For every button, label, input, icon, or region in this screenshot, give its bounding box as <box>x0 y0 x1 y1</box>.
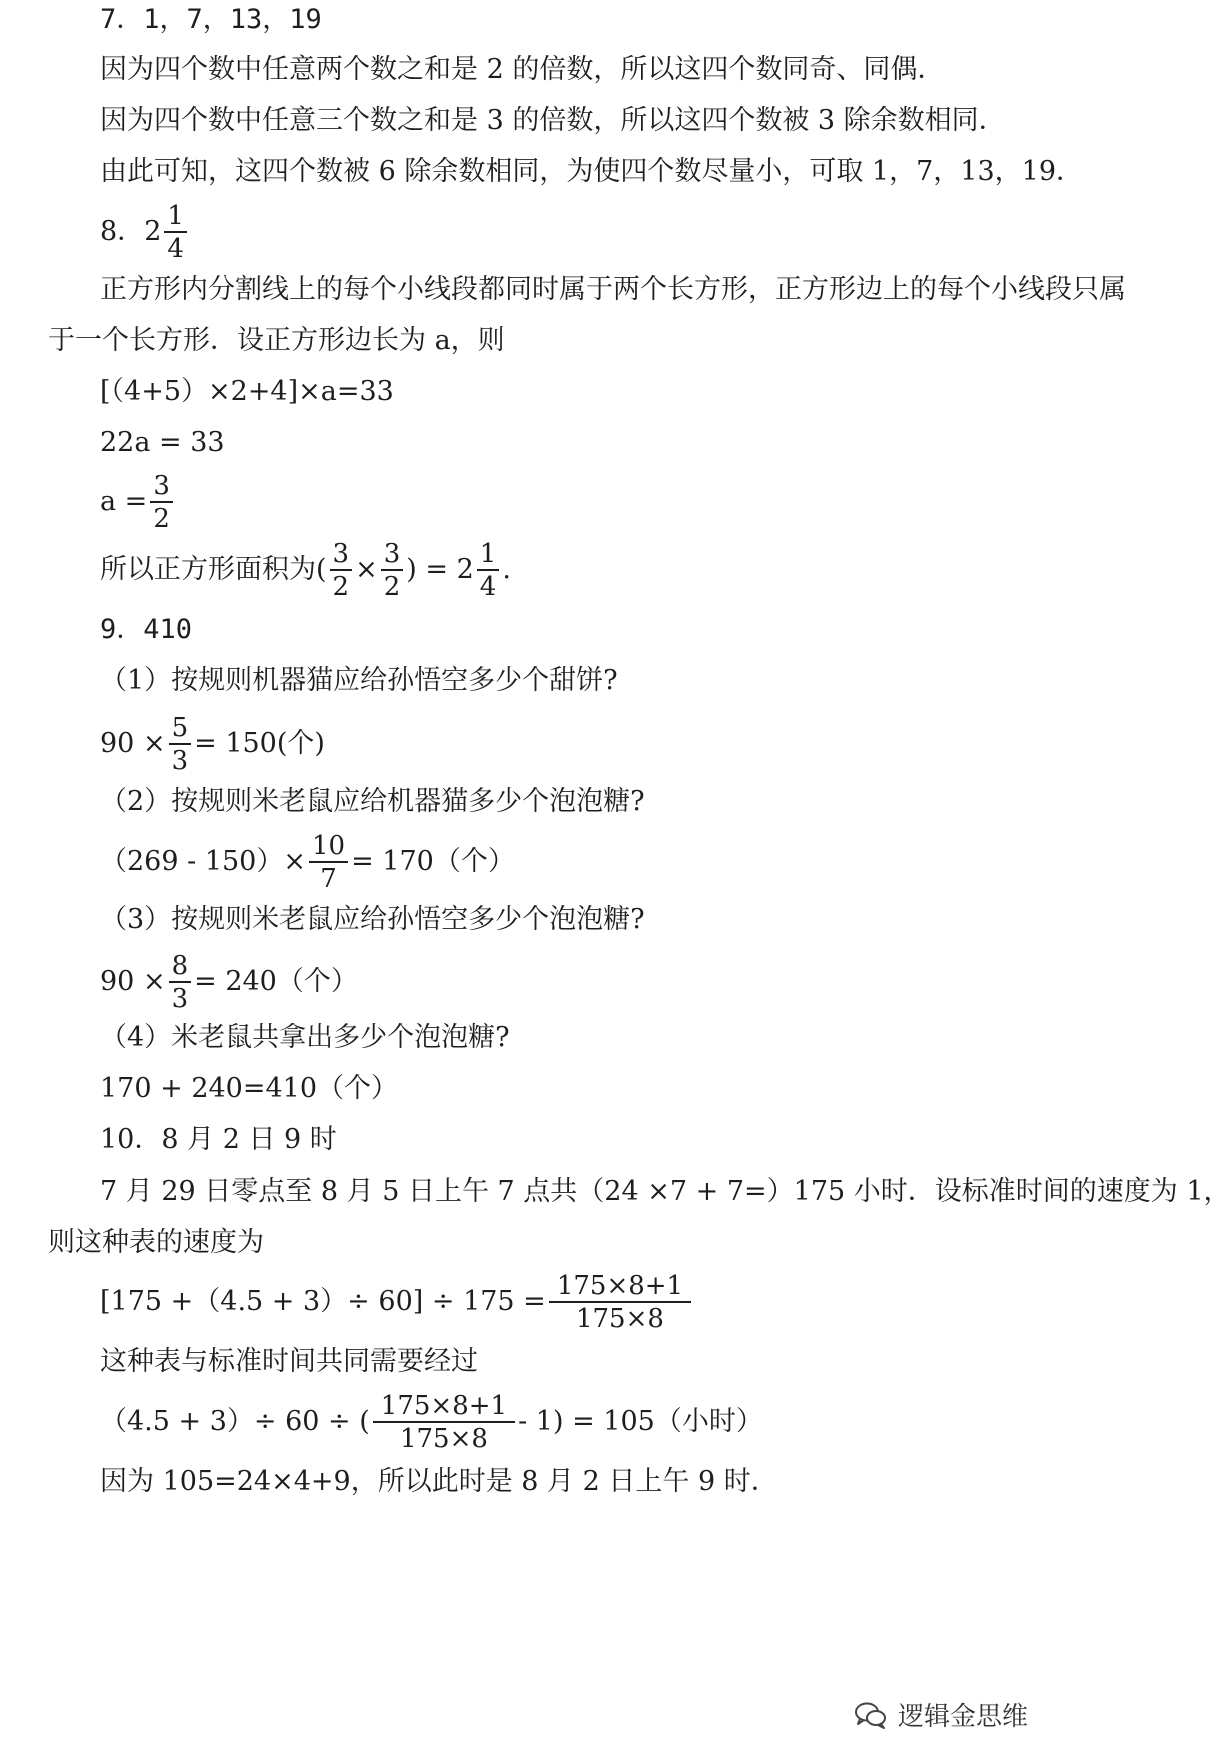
q8-label: 8． <box>100 216 145 247</box>
q8-text2: 于一个长方形．设正方形边长为 a，则 <box>48 325 505 356</box>
q7-line1: 因为四个数中任意两个数之和是 2 的倍数，所以这四个数同奇、同偶． <box>100 54 945 85</box>
q8-answer-fraction <box>164 200 187 264</box>
wechat-bubble-icon <box>854 1701 888 1729</box>
q8-eq3-fraction <box>150 470 173 534</box>
q10-eq1-fraction <box>549 1270 691 1334</box>
watermark <box>854 1696 1028 1733</box>
q7-answer: 7．1，7，13，19 <box>100 4 322 35</box>
area-fraction-3 <box>477 538 500 602</box>
q7-line3: 由此可知，这四个数被 6 除余数相同，为使四个数尽量小，可取 1，7，13，19． <box>100 156 1083 187</box>
q8-eq2: 22a = 33 <box>100 427 225 458</box>
area-fraction-2 <box>381 538 404 602</box>
q10-text2: 则这种表的速度为 <box>48 1227 264 1258</box>
area-close: ) = 2 <box>406 554 474 585</box>
q10-answer: 10．8 月 2 日 9 时 <box>100 1124 337 1155</box>
fraction-denominator: 175×8 <box>575 1303 664 1334</box>
q8-text1: 正方形内分割线上的每个小线段都同时属于两个长方形，正方形边上的每个小线段只属 <box>100 274 1126 305</box>
area-end: . <box>502 554 511 585</box>
eq-post: - 1) = 105（小时） <box>518 1406 763 1437</box>
watermark-text: 逻辑金思维 <box>897 1702 1028 1732</box>
q10-eq2-fraction <box>373 1390 515 1454</box>
eq-pre: （269 - 150）× <box>100 846 306 877</box>
fraction-numerator: 1 <box>477 541 500 571</box>
fraction-numerator: 10 <box>309 833 348 863</box>
q9-eq2 <box>100 830 515 894</box>
q9-step2: （2）按规则米老鼠应给机器猫多少个泡泡糖? <box>100 786 645 817</box>
q9-eq4: 170 + 240=410（个） <box>100 1073 399 1104</box>
q8-area <box>100 538 511 602</box>
q8-whole: 2 <box>144 216 162 247</box>
fraction-numerator: 175×8+1 <box>373 1393 515 1423</box>
eq-pre: 90 × <box>100 966 166 997</box>
q10-text1: 7 月 29 日零点至 8 月 5 日上午 7 点共（24 ×7 + 7=）175 小时．设标准时间的速度为 1， <box>100 1176 1231 1207</box>
fraction-numerator: 3 <box>150 473 173 503</box>
fraction-numerator: 5 <box>169 715 192 745</box>
q9-step4: （4）米老鼠共拿出多少个泡泡糖? <box>100 1022 510 1053</box>
q10-text3: 这种表与标准时间共同需要经过 <box>100 1346 478 1377</box>
q8-eq1: [（4+5）×2+4]×a=33 <box>100 376 394 407</box>
q10-eq2 <box>100 1390 763 1454</box>
q9-eq2-fraction <box>309 830 348 894</box>
q8-eq3 <box>100 470 176 534</box>
q9-step3: （3）按规则米老鼠应给孙悟空多少个泡泡糖? <box>100 904 645 935</box>
q9-answer: 9．410 <box>100 614 193 645</box>
fraction-numerator: 1 <box>164 203 187 233</box>
area-prefix: 所以正方形面积为( <box>100 554 327 585</box>
q9-eq3-fraction <box>169 950 192 1014</box>
fraction-numerator: 3 <box>330 541 353 571</box>
fraction-denominator: 2 <box>383 571 401 602</box>
eq-pre: （4.5 + 3）÷ 60 ÷ ( <box>100 1406 370 1437</box>
fraction-denominator: 4 <box>167 233 184 264</box>
q9-step1: （1）按规则机器猫应给孙悟空多少个甜饼? <box>100 665 618 696</box>
q9-eq3 <box>100 950 358 1014</box>
fraction-denominator: 7 <box>320 863 337 894</box>
times-sign: × <box>355 554 378 585</box>
area-fraction-1 <box>330 538 353 602</box>
fraction-denominator: 175×8 <box>399 1423 488 1454</box>
fraction-numerator: 8 <box>169 953 192 983</box>
fraction-numerator: 175×8+1 <box>549 1273 691 1303</box>
q7-line2: 因为四个数中任意三个数之和是 3 的倍数，所以这四个数被 3 除余数相同． <box>100 105 1006 136</box>
q8-answer <box>100 200 190 264</box>
eq-post: = 150(个) <box>194 728 325 759</box>
q9-eq1 <box>100 712 325 776</box>
fraction-denominator: 4 <box>479 571 497 602</box>
eq-post: = 170（个） <box>351 846 515 877</box>
q9-eq1-fraction <box>169 712 192 776</box>
fraction-denominator: 3 <box>171 983 189 1014</box>
eq-pre: [175 +（4.5 + 3）÷ 60] ÷ 175 = <box>100 1286 546 1317</box>
fraction-numerator: 3 <box>381 541 404 571</box>
fraction-denominator: 3 <box>171 745 189 776</box>
q10-text4: 因为 105=24×4+9，所以此时是 8 月 2 日上午 9 时． <box>100 1466 778 1497</box>
fraction-denominator: 2 <box>153 503 170 534</box>
q10-eq1 <box>100 1270 694 1334</box>
fraction-denominator: 2 <box>332 571 350 602</box>
eq-post: = 240（个） <box>194 966 358 997</box>
eq-lhs: a = <box>100 486 148 517</box>
eq-pre: 90 × <box>100 728 166 759</box>
